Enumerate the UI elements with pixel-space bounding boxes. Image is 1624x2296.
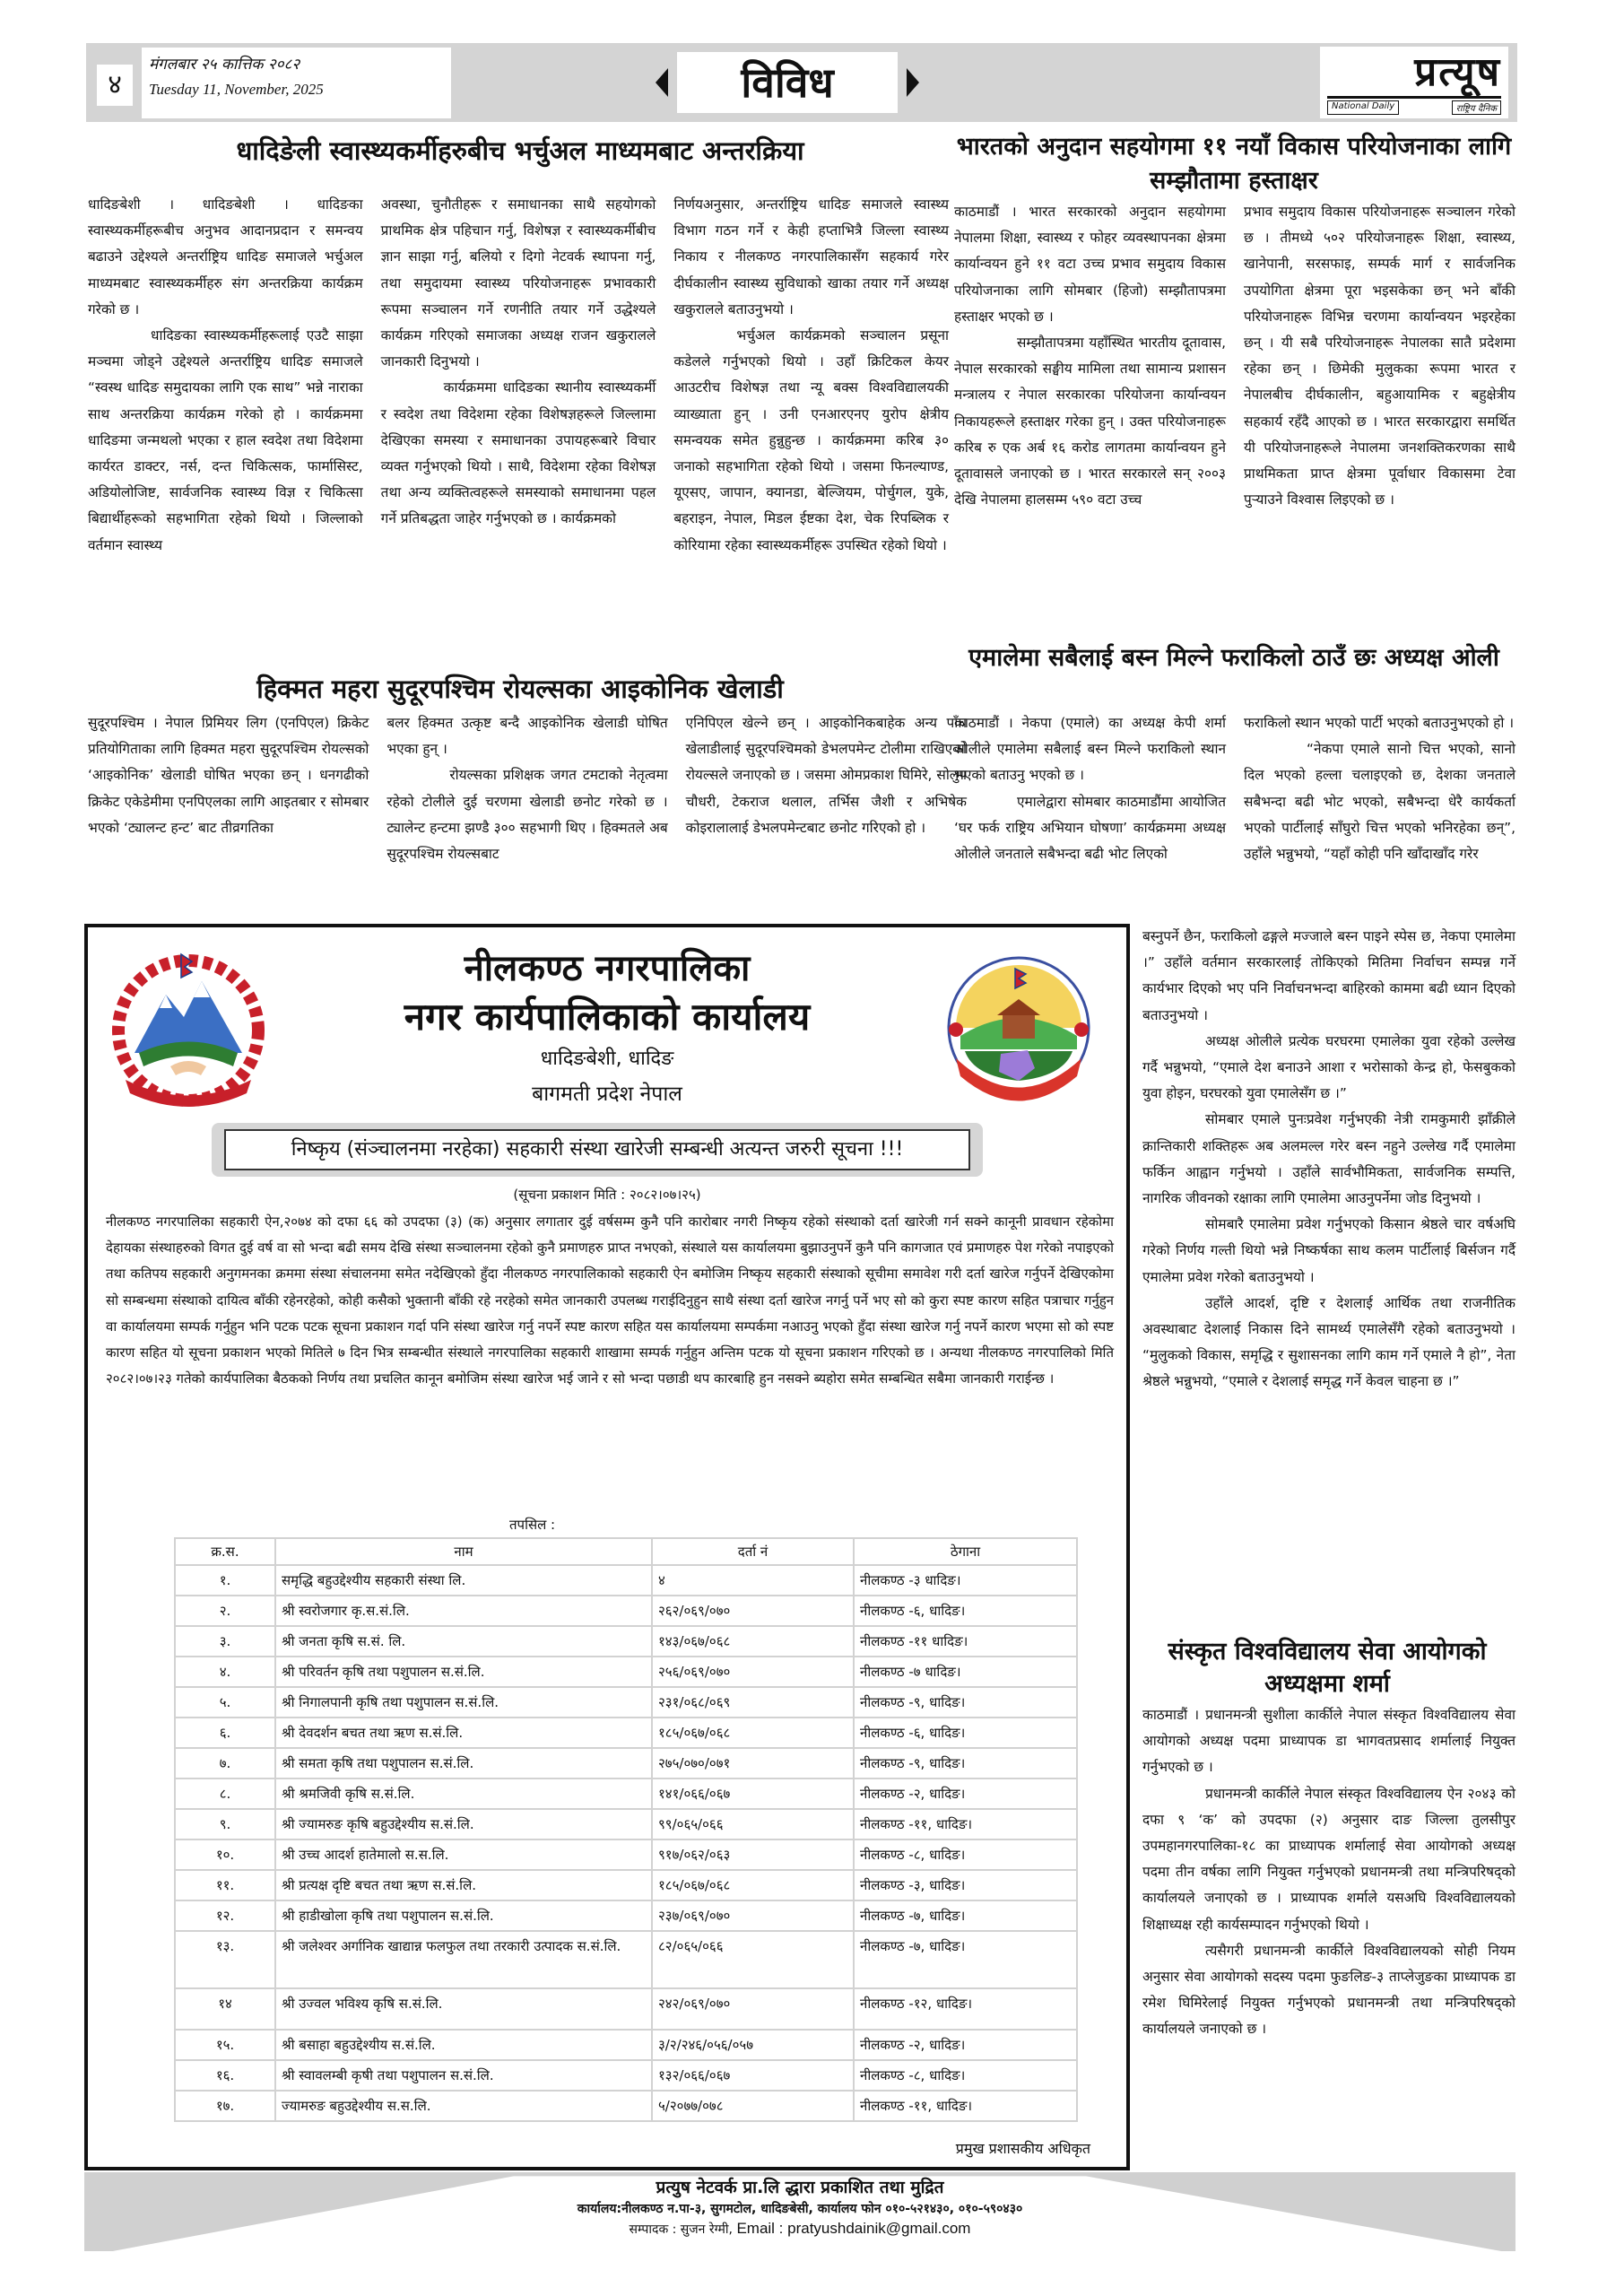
section-nav: [656, 52, 925, 113]
column-header-registration: दर्ता नं: [652, 1538, 854, 1565]
table-row: [175, 1779, 1077, 1809]
cooperative-name-cell: श्री हाडीखोला कृषि तथा पशुपालन स.सं.लि.: [275, 1900, 652, 1931]
column-header-name: नाम: [275, 1538, 652, 1565]
paragraph: फराकिलो स्थान भएको पार्टी भएको बताउनुभएको हो ।: [1244, 715, 1515, 731]
registration-number-cell: ४: [652, 1565, 854, 1596]
cooperative-name-cell: श्री निगालपानी कृषि तथा पशुपालन स.सं.लि.: [275, 1687, 652, 1718]
address-cell: नीलकण्ठ -७ धादिङ।: [854, 1657, 1077, 1687]
notice-schedule-label: तपसिल :: [509, 1517, 556, 1533]
paragraph: प्रधानमन्त्री कार्कीले नेपाल संस्कृत विश्वविद्यालय ऐन २०४३ को दफा ९ ‘क’ को उपदफा (२) अनुसार दाङ जिल्ला तुलसीपुर उपमहानगरपालिका-१८ का प्राध्यापक शर्मालाई सेवा आयोगको अध्यक्ष पदमा तीन वर्षका लागि नियुक्त गर्नुभएको प्रधानमन्त्री तथा मन्त्रिपरिषद्को कार्यालयले जनाएको छ । प्राध्यापक शर्माले यसअघि विश्वविद्यालयको शिक्षाध्यक्ष रही कार्यसम्पादन गर्नुभएको थियो ।: [1142, 1785, 1515, 1933]
serial-cell: ९.: [175, 1809, 275, 1839]
registration-number-cell: १४३/०६७/०६८: [652, 1626, 854, 1657]
date-english: Tuesday 11, November, 2025: [149, 81, 324, 98]
cooperative-name-cell: श्री जनता कृषि स.सं. लि.: [275, 1626, 652, 1657]
registration-number-cell: २६२/०६९/०७०: [652, 1596, 854, 1626]
paragraph: त्यसैगरी प्रधानमन्त्री कार्कीले विश्वविद्यालयको सोही नियम अनुसार सेवा आयोगको सदस्य पदमा फुङलिङ-३ ताप्लेजुङका प्राध्यापक डा रमेश घिमिरेलाई नियुक्त गर्नुभएको प्रधानमन्त्री तथा मन्त्रिपरिषद्को कार्यालयले जनाएको छ ।: [1142, 1942, 1515, 2038]
table-row: [175, 1900, 1077, 1931]
newspaper-logo: [1320, 47, 1508, 118]
registration-number-cell: २३१/०६८/०६९: [652, 1687, 854, 1718]
paragraph: प्रभाव समुदाय विकास परियोजनाहरू सञ्चालन गरेको छ । तीमध्ये ५०२ परियोजनाहरू शिक्षा, स्वास्थ्य, खानेपानी, सरसफाइ, सम्पर्क मार्ग र सार्वजनिक उपयोगिता क्षेत्रमा पूरा भइसकेका छन् भने बाँकी परियोजनाहरू विभिन्न चरणमा कार्यान्वयन भइरहेका छन् । यी सबै परियोजनाहरू नेपालका सातै प्रदेशमा रहेका छन् । छिमेकी मुलुकका रूपमा भारत र नेपालबीच दीर्घकालीन, बहुआयामिक र बहुक्षेत्रीय सहकार्य रहँदै आएको छ । भारत सरकारद्वारा समर्थित यी परियोजनाहरूले नेपालमा जनशक्तिकरणका साथै प्राथमिकता प्राप्त क्षेत्रमा पूर्वाधार विकासमा टेवा पुऱ्याउने विश्वास लिइएको छ ।: [1244, 204, 1515, 509]
contact-email-link[interactable]: Email : pratyushdainik@gmail.com: [736, 2220, 971, 2237]
cooperative-name-cell: श्री उच्च आदर्श हातेमालो स.स.लि.: [275, 1839, 652, 1870]
table-row: [175, 1596, 1077, 1626]
address-cell: नीलकण्ठ -३ धादिङ।: [854, 1565, 1077, 1596]
registration-number-cell: १३२/०६६/०६७: [652, 2060, 854, 2091]
paragraph: धादिङका स्वास्थ्यकर्मीहरूलाई एउटै साझा मञ्चमा जोड्ने उद्देश्यले अन्तर्राष्ट्रिय धादिङ समाजले “स्वस्थ धादिङ समुदायका लागि एक साथ” भन्ने नाराका साथ अन्तरक्रिया कार्यक्रम गरेको हो । कार्यक्रममा धादिङमा जन्मथलो भएका र हाल स्वदेश तथा विदेशमा कार्यरत डाक्टर, नर्स, दन्त चिकित्सक, फार्मासिस्ट, अडियोलोजिष्ट, सार्वजनिक स्वास्थ्य विज्ञ र चिकित्सा बिद्यार्थीहरूको सहभागिता रहेको थियो । जिल्लाको वर्तमान स्वास्थ्य: [88, 327, 363, 553]
registration-number-cell: ३/२/२४६/०५६/०५७: [652, 2030, 854, 2060]
notice-office-name: नगर कार्यपालिकाको कार्यालय: [404, 995, 811, 1039]
publisher-line: प्रत्युष नेटवर्क प्रा.लि द्धारा प्रकाशित तथा मुद्रित: [656, 2178, 944, 2197]
paragraph: बस्नुपर्ने छैन, फराकिलो ढङ्गले मज्जाले बस्न पाइने स्पेस छ, नेकपा एमालेमा ।” उहाँले वर्तमान सरकारलाई तोकिएको मितिमा निर्वाचन सम्पन्न गर्ने कार्यभार दिएको भए पनि निर्वाचनभन्दा बाहिरको काममा बढी ध्यान दिएको बताउनुभयो ।: [1142, 928, 1515, 1023]
paragraph: भर्चुअल कार्यक्रमको सञ्चालन प्रसूना कडेलले गर्नुभएको थियो । उहाँ क्रिटिकल केयर आउटरीच विशेषज्ञ तथा न्यू बक्स विश्वविद्यालयकी व्याख्याता हुन् । उनी एनआरएनए युरोप क्षेत्रीय समन्वयक समेत हुन्नुहुन्छ । कार्यक्रममा करिब ३० जनाको सहभागिता रहेको थियो । जसमा फिनल्याण्ड, यूएसए, जापान, क्यानडा, बेल्जियम, पोर्चुगल, युके, बहराइन, नेपाल, मिडल ईष्टका देश, चेक रिपब्लिक र कोरियामा रहेका स्वास्थ्यकर्मीहरू उपस्थित रहेको थियो ।: [673, 327, 950, 553]
cooperative-name-cell: श्री जलेश्वर अर्गानिक खाद्यान्न फलफुल तथा तरकारी उत्पादक स.सं.लि.: [275, 1931, 652, 1988]
article-headline-india-grant: भारतको अनुदान सहयोगमा ११ नयाँ विकास परियोजनाका लागि सम्झौतामा हस्ताक्षर: [956, 133, 1512, 195]
registration-number-cell: २७५/०७०/०७१: [652, 1748, 854, 1779]
address-cell: नीलकण्ठ -६, धादिङ।: [854, 1718, 1077, 1748]
paragraph: एनिपिएल खेल्ने छन् । आइकोनिकबाहेक अन्य पाँच खेलाडीलाई सुदूरपश्चिमको डेभलपमेन्ट टोलीमा राखिएको रोयल्सले जनाएको छ । जसमा ओमप्रकाश घिमिरे, सोलुप चौधरी, टेकराज थलाल, तर्भिस जैशी र अभिषेक कोइरालालाई डेभलपमेन्टबाट छनोट गरिएको हो ।: [685, 715, 967, 836]
paragraph: काठमाडौं । प्रधानमन्त्री सुशीला कार्कीले नेपाल संस्कृत विश्वविद्यालय सेवा आयोगको अध्यक्ष पदमा प्राध्यापक डा भागवतप्रसाद शर्मालाई नियुक्त गर्नुभएको छ ।: [1142, 1707, 1515, 1776]
article-column: [88, 710, 369, 867]
cooperative-name-cell: श्री बसाहा बहुउद्देश्यीय स.सं.लि.: [275, 2030, 652, 2060]
article-body-dhading-health: [88, 192, 949, 559]
cooperative-name-cell: श्री प्रत्यक्ष दृष्टि बचत तथा ऋण स.सं.लि.: [275, 1870, 652, 1900]
address-cell: नीलकण्ठ -८, धादिङ।: [854, 2060, 1077, 2091]
address-cell: नीलकण्ठ -२, धादिङ।: [854, 2030, 1077, 2060]
cooperative-name-cell: श्री उज्वल भविश्य कृषि स.सं.लि.: [275, 1988, 652, 2030]
editor-name: सम्पादक : सुजन रेग्मी,: [629, 2222, 733, 2237]
serial-cell: १.: [175, 1565, 275, 1596]
notice-publish-date: (सूचना प्रकाशन मिति : २०८२।०७।२५): [513, 1187, 701, 1203]
paragraph: सोमबारै एमालेमा प्रवेश गर्नुभएको किसान श्रेष्ठले चार वर्षअघि गरेको निर्णय गल्ती थियो भन्ने निष्कर्षका साथ कलम पार्टीलाई बिर्सजन गर्दै एमालेमा प्रवेश गरेको बताउनुभयो ।: [1142, 1216, 1515, 1285]
address-cell: नीलकण्ठ -९, धादिङ।: [854, 1687, 1077, 1718]
address-cell: नीलकण्ठ -७, धादिङ।: [854, 1931, 1077, 1988]
logo-wordmark: प्रत्यूष: [1327, 49, 1501, 99]
paragraph: “नेकपा एमाले सानो चित्त भएको, सानो दिल भएको हल्ला चलाइएको छ, देशका जनताले सबैभन्दा बढी भोट भएको, सबैभन्दा धेरै कार्यकर्ता भएको पार्टीलाई साँघुरो चित्त भएको भनिरहेका छन्”, उहाँले भन्नुभयो, “यहाँ कोही पनि खाँदाखाँद गरेर: [1244, 741, 1515, 863]
paragraph: अवस्था, चुनौतीहरू र समाधानका साथै सहयोगको प्राथमिक क्षेत्र पहिचान गर्नु, विशेषज्ञ र स्वास्थ्यकर्मीबीच ज्ञान साझा गर्नु, बलियो र दिगो नेटवर्क स्थापना गर्नु, तथा समुदायमा स्वास्थ्य परियोजनाहरू प्रभावकारी रूपमा सञ्चालन गर्ने रणनीति तयार गर्ने उद्धेश्यले कार्यक्रम गरिएको समाजका अध्यक्ष राजन खकुरालले जानकारी दिनुभयो ।: [380, 196, 656, 370]
article-column: [954, 710, 1226, 867]
table-row: [175, 2091, 1077, 2121]
table-header-row: [175, 1538, 1077, 1565]
cooperative-name-cell: ज्यामरुङ बहुउद्देश्यीय स.स.लि.: [275, 2091, 652, 2121]
masthead: [86, 43, 1517, 122]
registration-number-cell: ८२/०६५/०६६: [652, 1931, 854, 1988]
serial-cell: १६.: [175, 2060, 275, 2091]
address-cell: नीलकण्ठ -२, धादिङ।: [854, 1779, 1077, 1809]
registration-number-cell: १४१/०६६/०६७: [652, 1779, 854, 1809]
cooperative-name-cell: श्री स्वावलम्बी कृषी तथा पशुपालन स.सं.लि.: [275, 2060, 652, 2091]
table-row: [175, 1809, 1077, 1839]
article-column: [381, 192, 656, 559]
article-column: [954, 199, 1226, 513]
article-column: [88, 192, 363, 559]
address-cell: नीलकण्ठ -३, धादिङ।: [854, 1870, 1077, 1900]
imprint-footer: [84, 2172, 1515, 2251]
column-header-address: ठेगाना: [854, 1538, 1077, 1565]
address-cell: नीलकण्ठ -११, धादिङ।: [854, 2091, 1077, 2121]
paragraph: धादिङबेशी । धादिङबेशी । धादिङका स्वास्थ्यकर्मीहरूबीच अनुभव आदानप्रदान र समन्वय बढाउने उद्देश्यले अन्तर्राष्ट्रिय धादिङ समाजले भर्चुअल माध्यमबाट स्वास्थ्यकर्मीहरु संग अन्तरक्रिया कार्यक्रम गरेको छ ।: [88, 196, 363, 317]
paragraph: सुदूरपश्चिम । नेपाल प्रिमियर लिग (एनपिएल) क्रिकेट प्रतियोगिताका लागि हिक्मत महरा सुदूरपश्चिम रोयल्सको ‘आइकोनिक’ खेलाडी घोषित भएका छन् । धनगढीको क्रिकेट एकेडेमीमा एनपिएलका लागि आइतबार र सोमबार भएको ‘ट्यालन्ट हन्ट’ बाट तीव्रगतिका: [88, 715, 369, 836]
table-row: [175, 1870, 1077, 1900]
cooperative-name-cell: समृद्धि बहुउद्देश्यीय सहकारी संस्था लि.: [275, 1565, 652, 1596]
serial-cell: ८.: [175, 1779, 275, 1809]
article-column: [686, 710, 967, 867]
article-column: [1244, 199, 1515, 513]
previous-section-arrow-icon[interactable]: [656, 68, 668, 97]
office-address-line: कार्यालय:नीलकण्ठ न.पा-३, सुगमटोल, धादिङबेसी, कार्यालय फोन ०१०-५२१४३०, ०१०-५९०४३०: [577, 2202, 1023, 2216]
page-number: ४: [97, 65, 133, 106]
registration-number-cell: २५६/०६९/०७०: [652, 1657, 854, 1687]
municipal-notice-box: [84, 924, 1130, 2170]
serial-cell: १७.: [175, 2091, 275, 2121]
address-cell: नीलकण्ठ -८, धादिङ।: [854, 1839, 1077, 1870]
logo-tag-english: National Daily: [1327, 100, 1399, 115]
article-column: [386, 710, 667, 867]
serial-cell: २.: [175, 1596, 275, 1626]
paragraph: सोमबार एमाले पुनःप्रवेश गर्नुभएकी नेत्री रामकुमारी झाँक्रीले क्रान्तिकारी शक्तिहरू अब अलमल्ल गरेर बस्न नहुने उल्लेख गर्दै एमालेमा फर्किन आह्वान गर्नुभयो । उहाँले सार्वभौमिकता, सार्वजनिक सम्पत्ति, नागरिक जीवनको रक्षाका लागि एमालेमा आउनुपर्नेमा जोड दिनुभयो ।: [1142, 1111, 1515, 1207]
address-cell: नीलकण्ठ -१२, धादिङ।: [854, 1988, 1077, 2030]
article-continuation-uml-oli: [1142, 924, 1515, 1396]
paragraph: सम्झौतापत्रमा यहाँस्थित भारतीय दूतावास, नेपाल सरकारको सङ्घीय मामिला तथा सामान्य प्रशासन मन्त्रालय र नेपाल सरकारका परियोजना कार्यान्वयन निकायहरूले हस्ताक्षर गरेका हुन् । उक्त परियोजनाहरू करिब रु एक अर्ब १६ करोड लागतमा कार्यान्वयन हुने दूतावासले जनाएको छ । भारत सरकारले सन् २००३ देखि नेपालमा हालसम्म ५९० वटा उच्च: [954, 335, 1226, 509]
table-row: [175, 2060, 1077, 2091]
cooperative-name-cell: श्री ज्यामरुङ कृषि बहुउद्देश्यीय स.सं.लि.: [275, 1809, 652, 1839]
article-body-uml-oli: [954, 710, 1515, 867]
article-body-sanskrit-university: [1142, 1702, 1515, 2043]
registration-number-cell: ९९/०६५/०६६: [652, 1809, 854, 1839]
serial-cell: १४: [175, 1988, 275, 2030]
address-cell: नीलकण्ठ -७, धादिङ।: [854, 1900, 1077, 1931]
serial-cell: १३.: [175, 1931, 275, 1988]
paragraph: काठमाडौं । नेकपा (एमाले) का अध्यक्ष केपी शर्मा ओलीले एमालेमा सबैलाई बस्न मिल्ने फराकिलो स्थान भएको बताउनु भएको छ ।: [954, 715, 1226, 784]
article-headline-sanskrit-university: संस्कृत विश्वविद्यालय सेवा आयोगको अध्यक्षमा शर्मा: [1168, 1638, 1487, 1698]
article-headline-hikmat-mahara: हिक्मत महरा सुदूरपश्चिम रोयल्सका आइकोनिक खेलाडी: [256, 674, 784, 704]
paragraph: रोयल्सका प्रशिक्षक जगत टमटाको नेतृत्वमा रहेको टोलीले दुई चरणमा खेलाडी छनोट गरेको छ । ट्यालेन्ट हन्टमा झण्डै ३०० सहभागी थिए । हिक्मतले अब सुदूरपश्चिम रोयल्सबाट: [386, 767, 668, 863]
table-row: [175, 2030, 1077, 2060]
paragraph: काठमाडौं । भारत सरकारको अनुदान सहयोगमा नेपालमा शिक्षा, स्वास्थ्य र फोहर व्यवस्थापनका क्षेत्रमा कार्यान्वयन हुने ११ वटा उच्च प्रभाव समुदाय विकास परियोजनाका लागि सोमबार (हिजो) सम्झौतापत्रमा हस्ताक्षर भएको छ ।: [954, 204, 1226, 325]
table-row: [175, 1657, 1077, 1687]
serial-cell: १५.: [175, 2030, 275, 2060]
table-row: [175, 1687, 1077, 1718]
column-header-serial: क्र.स.: [175, 1538, 275, 1565]
logo-tag-nepali: राष्ट्रिय दैनिक: [1452, 100, 1501, 115]
serial-cell: ३.: [175, 1626, 275, 1657]
article-column: [1244, 710, 1515, 867]
address-cell: नीलकण्ठ -११ धादिङ।: [854, 1626, 1077, 1657]
table-row: [175, 1931, 1077, 1988]
serial-cell: १०.: [175, 1839, 275, 1870]
article-headline-uml-oli: एमालेमा सबैलाई बस्न मिल्ने फराकिलो ठाउँ छः अध्यक्ष ओली: [968, 644, 1499, 672]
serial-cell: १२.: [175, 1900, 275, 1931]
article-body-india-grant: [954, 199, 1515, 513]
editor-contact-line: [84, 2219, 1515, 2239]
address-cell: नीलकण्ठ -११, धादिङ।: [854, 1809, 1077, 1839]
paragraph: उहाँले आदर्श, दृष्टि र देशलाई आर्थिक तथा राजनीतिक अवस्थाबाट देशलाई निकास दिने सामर्थ्य एमालेसँगै रहेको बताउनुभयो । “मुलुकको विकास, समृद्धि र सुशासनका लागि काम गर्ने एमाले नै हो”, नेता श्रेष्ठले भन्नुभयो, “एमाले र देशलाई समृद्ध गर्ने केवल चाहना छ ।”: [1142, 1294, 1515, 1390]
section-title: विविध: [677, 52, 898, 113]
article-headline-dhading-health: धादिङेली स्वास्थ्यकर्मीहरुबीच भर्चुअल माध्यमबाट अन्तरक्रिया: [236, 135, 804, 166]
notice-location: धादिङबेशी, धादिङ: [540, 1048, 674, 1070]
registration-number-cell: २४२/०६९/०७०: [652, 1988, 854, 2030]
address-cell: नीलकण्ठ -६, धादिङ।: [854, 1596, 1077, 1626]
registration-number-cell: ९१७/०६२/०६३: [652, 1839, 854, 1870]
serial-cell: ६.: [175, 1718, 275, 1748]
date-nepali: मंगलबार २५ कात्तिक २०८२: [149, 56, 300, 74]
paragraph: बलर हिक्मत उत्कृष्ट बन्दै आइकोनिक खेलाडी घोषित भएका हुन् ।: [386, 715, 668, 758]
cooperative-name-cell: श्री श्रमजिवी कृषि स.सं.लि.: [275, 1779, 652, 1809]
paragraph: अध्यक्ष ओलीले प्रत्येक घरघरमा एमालेका युवा रहेको उल्लेख गर्दै भन्नुभयो, “एमाले देश बनाउने आशा र भरोसाको केन्द्र हो, फेसबुकको युवा होइन, घरघरको युवा एमालेसँग छ ।”: [1142, 1032, 1515, 1102]
address-cell: नीलकण्ठ -९, धादिङ।: [854, 1748, 1077, 1779]
registration-number-cell: १८५/०६७/०६८: [652, 1718, 854, 1748]
notice-body-text: नीलकण्ठ नगरपालिका सहकारी ऐन,२०७४ को दफा ६६ को उपदफा (३) (क) अनुसार लगातार दुई वर्षसम्म कुनै पनि कारोबार नगरी निष्कृय रहेको संस्थाको दर्ता खारेजी गर्न सक्ने कानूनी प्रावधान रहेकोमा देहायका संस्थाहरुको विगत दुई वर्ष वा सो भन्दा बढी समय देखि संस्था सञ्चालनमा रहेको कुनै प्रमाणहरु प्राप्त नभएको, संस्थाले यस कार्यालयमा बुझाउनुपर्ने कुनै पनि कागजात एवं प्रमाणहरु पेश गरेको नपाइएको तथा कतिपय सहकारी अनुगमनका क्रममा संस्था संचालनमा समेत नदेखिएको हुँदा नीलकण्ठ नगरपालिकाको सहकारी ऐन बमोजिम निष्कृय सहकारी संस्थाको सूचीमा समावेश गरी दर्ता खारेज गर्नुपर्ने देखिएकोमा सो सम्बन्धमा संस्थाको दायित्व बाँकी रहेनरहेको, कोही कसैको भुक्तानी बाँकी रहे नरहेको समेत जानकारी उपलब्ध गराईदिनुहुन साथै संस्था दर्ता खारेज नगर्नु पर्ने भए सो को कुरा स्पष्ट कारण सहित पत्राचार गर्नुहुन वा कार्यालयमा सम्पर्क गर्नुहुन भनि पटक पटक सूचना प्रकाशन गर्दा पनि संस्था खारेज गर्नु नपर्ने स्पष्ट कारण सहित यस कार्यालयमा सम्पर्कमा नआउनु भएको हुँदा संस्था खारेज गर्नु नपर्ने कारण भएमा सो को स्पष्ट कारण सहित यो सूचना प्रकाशन भएको मितिले ७ दिन भित्र सम्बन्धीत संस्थाले नगरपालिका सहकारी शाखामा सम्पर्क गर्नुहुन अन्तिम पटक यो सूचना प्रकाशन गरिएको छ । अन्यथा नीलकण्ठ नगरपालिको मिति २०८२।०७।२३ गतेको कार्यपालिका बैठकको निर्णय तथा प्रचलित कानून बमोजिम संस्था खारेज भई जाने र सो भन्दा पछाडी थप कारबाहि हुन नसक्ने ब्यहोरा समेत सम्बन्धित सबैमा जानकारी गराईन्छ ।: [106, 1213, 1115, 1387]
serial-cell: ४.: [175, 1657, 275, 1687]
next-section-arrow-icon[interactable]: [907, 68, 919, 97]
article-body-hikmat-mahara: [88, 710, 967, 867]
table-row: [175, 1988, 1077, 2030]
serial-cell: ७.: [175, 1748, 275, 1779]
registration-number-cell: १८५/०६७/०६८: [652, 1870, 854, 1900]
serial-cell: ११.: [175, 1870, 275, 1900]
cooperative-name-cell: श्री समता कृषि तथा पशुपालन स.सं.लि.: [275, 1748, 652, 1779]
table-row: [175, 1839, 1077, 1870]
serial-cell: ५.: [175, 1687, 275, 1718]
article-column: [673, 192, 949, 559]
paragraph: एमालेद्वारा सोमबार काठमाडौंमा आयोजित ‘घर फर्क राष्ट्रिय अभियान घोषणा’ कार्यक्रममा अध्यक्ष ओलीले जनताले सबैभन्दा बढी भोट लिएको: [954, 793, 1226, 863]
registration-number-cell: २३७/०६९/०७०: [652, 1900, 854, 1931]
cooperative-name-cell: श्री स्वरोजगार कृ.स.सं.लि.: [275, 1596, 652, 1626]
cooperative-name-cell: श्री परिवर्तन कृषि तथा पशुपालन स.सं.लि.: [275, 1657, 652, 1687]
cooperative-name-cell: श्री देवदर्शन बचत तथा ऋण स.सं.लि.: [275, 1718, 652, 1748]
notice-signatory: प्रमुख प्रशासकीय अधिकृत: [955, 2140, 1090, 2157]
date-box: [142, 48, 451, 118]
paragraph: निर्णयअनुसार, अन्तर्राष्ट्रिय धादिङ समाजले स्वास्थ्य विभाग गठन गर्ने र केही हप्ताभित्रै जिल्ला स्वास्थ्य निकाय र नीलकण्ठ नगरपालिकासँग सहकार्य गरेर दीर्घकालीन स्वास्थ्य सुविधाको खाका तयार गर्ने अध्यक्ष खकुरालले बताउनुभयो ।: [673, 196, 950, 317]
notice-municipality-name: नीलकण्ठ नगरपालिका: [464, 948, 751, 989]
paragraph: कार्यक्रममा धादिङका स्थानीय स्वास्थ्यकर्मी र स्वदेश तथा विदेशमा रहेका विशेषज्ञहरूले जिल्लामा देखिएका समस्या र समाधानका उपायहरूबारे विचार व्यक्त गर्नुभएको थियो । साथै, विदेशमा रहेका विशेषज्ञ तथा अन्य व्यक्तित्वहरूले समस्याको समाधानमा पहल गर्ने प्रतिबद्धता जाहेर गर्नुभएको छ । कार्यक्रमको: [380, 379, 656, 527]
table-row: [175, 1626, 1077, 1657]
registration-number-cell: ५/२०७७/०७८: [652, 2091, 854, 2121]
table-row: [175, 1748, 1077, 1779]
cooperatives-table-body: [175, 1565, 1077, 2121]
table-row: [175, 1718, 1077, 1748]
notice-banner-title: निष्कृय (संञ्चालनमा नरहेका) सहकारी संस्था खारेजी सम्बन्धी अत्यन्त जरुरी सूचना !!!: [224, 1129, 970, 1170]
notice-province: बागमती प्रदेश नेपाल: [532, 1083, 682, 1106]
table-row: [175, 1565, 1077, 1596]
cooperatives-table: [174, 1537, 1078, 2122]
